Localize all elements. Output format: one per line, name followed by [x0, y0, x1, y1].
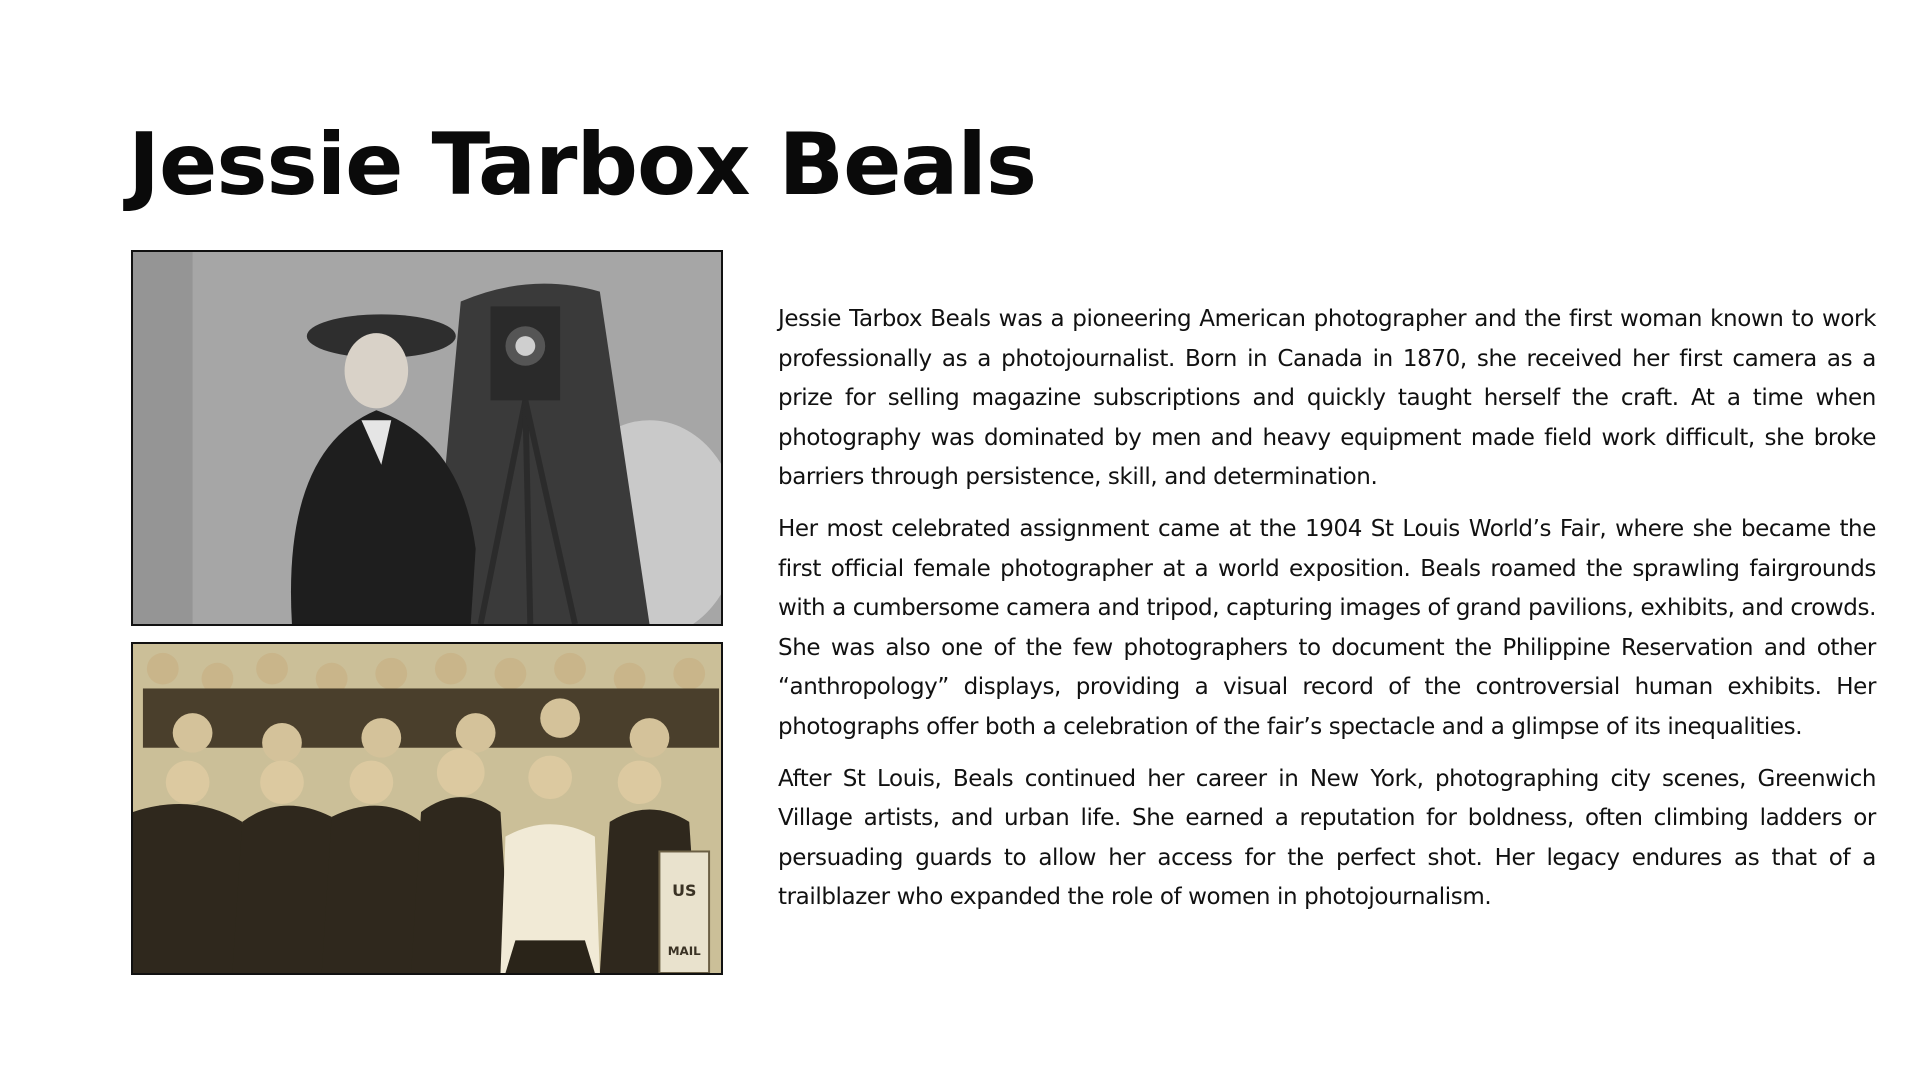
body-text: [778, 300, 1876, 930]
slide-title: Jessie Tarbox Beals: [128, 115, 1037, 215]
photographer-with-camera-image: [133, 252, 721, 624]
paragraph-2: Her most celebrated assignment came at the 1904 St Louis World’s Fair, where she became the first official female photographer at a world exposition. Beals roamed the sprawling fairgrounds with a cumbersome camera and tripod, capturing images of grand pavilions, exhibits, and crowds. She was also one of the few photographers to document the Philippine Reservation and other “anthropology” displays, providing a visual record of the controversial human exhibits. Her photographs offer both a celebration of the fair’s spectacle and a glimpse of its inequalities.: [778, 515, 1876, 740]
mailbox-text-mail: MAIL: [667, 944, 701, 959]
photo-group-portrait: [131, 642, 723, 975]
group-portrait-image: [133, 644, 721, 973]
paragraph-1: Jessie Tarbox Beals was a pioneering American photographer and the first woman known to work professionally as a photojournalist. Born in Canada in 1870, she received her first camera as a prize for selling magazine subscriptions and quickly taught herself the craft. At a time when photography was dominated by men and heavy equipment made field work difficult, she broke barriers through persistence, skill, and determination.: [778, 306, 1876, 491]
mailbox-text-us: US: [672, 880, 697, 900]
paragraph-3: After St Louis, Beals continued her career in New York, photographing city scenes, Greenwich Village artists, and urban life. She earned a reputation for boldness, often climbing ladders or persuading guards to allow her access for the perfect shot. Her legacy endures as that of a trailblazer who expanded the role of women in photojournalism.: [778, 765, 1876, 911]
photo-photographer-with-camera: [131, 250, 723, 626]
